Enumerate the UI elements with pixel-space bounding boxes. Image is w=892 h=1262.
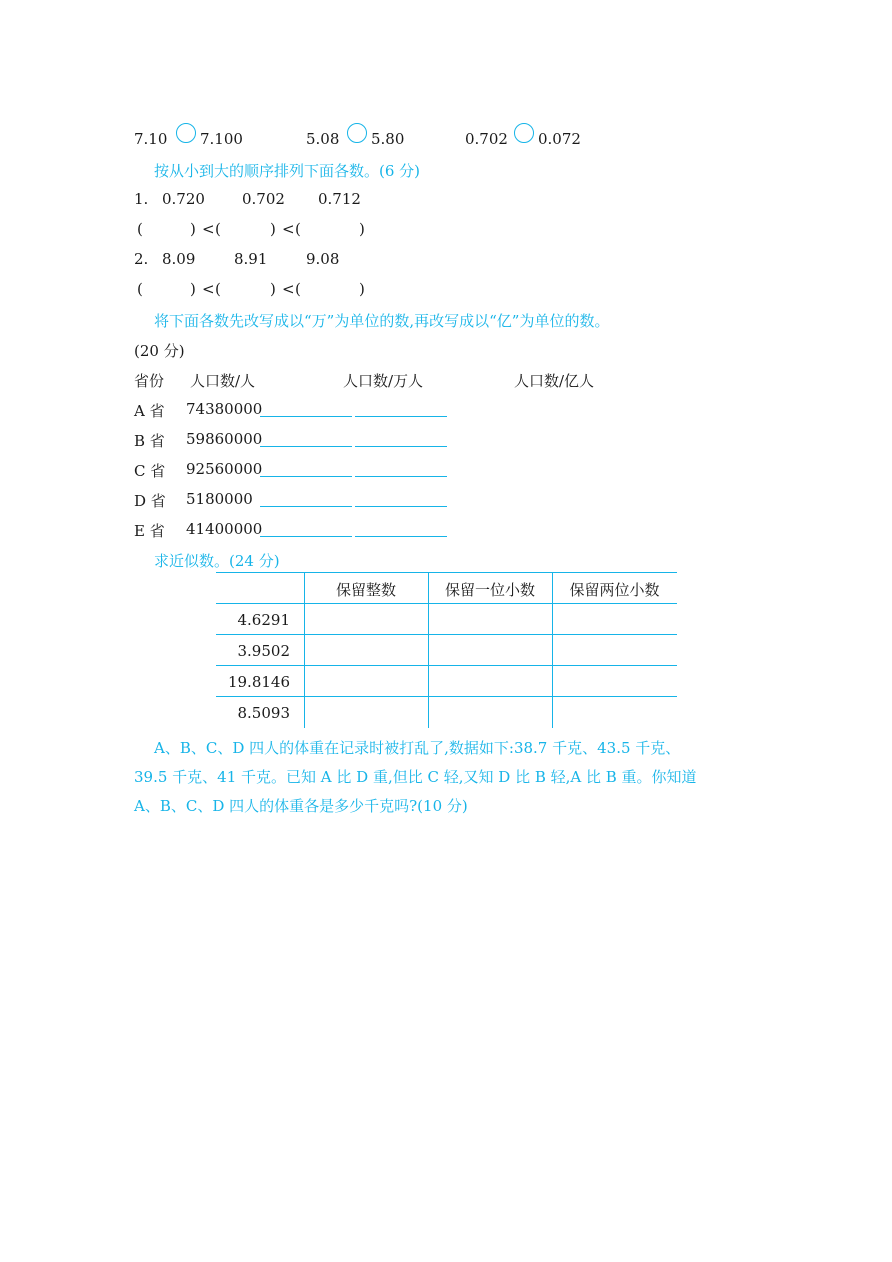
population-value: 59860000 <box>186 430 263 448</box>
approx-row-1: 4.6291 <box>237 611 290 629</box>
order-item-2-num-3: 9.08 <box>306 250 340 268</box>
answer-blank-yi[interactable] <box>355 476 447 477</box>
province-label: D 省 <box>134 492 166 510</box>
order-item-2-label: 2. <box>134 250 149 268</box>
approx-header-integer: 保留整数 <box>335 581 396 599</box>
section-weight-line-2: 39.5 千克、41 千克。已知 A 比 D 重,但比 C 轻,又知 D 比 B 轻,A 比 B 重。你知道 <box>134 768 697 786</box>
compare-2-right: 5.80 <box>371 130 405 148</box>
compare-1-left: 7.10 <box>134 130 168 148</box>
section-approx-title: 求近似数。(24 分) <box>154 552 280 570</box>
order-item-1-num-3: 0.712 <box>318 190 361 208</box>
section-weight-line-1: A、B、C、D 四人的体重在记录时被打乱了,数据如下:38.7 千克、43.5 千克、 <box>154 739 681 757</box>
approx-row-3: 19.8146 <box>227 673 290 691</box>
compare-1-right: 7.100 <box>200 130 243 148</box>
approx-table <box>216 572 677 728</box>
population-value: 74380000 <box>186 400 263 418</box>
order-item-2-num-1: 8.09 <box>162 250 196 268</box>
approx-header-one-decimal: 保留一位小数 <box>444 581 535 599</box>
province-label: E 省 <box>134 522 165 540</box>
province-label: A 省 <box>134 402 165 420</box>
section-weight-line-3: A、B、C、D 四人的体重各是多少千克吗?(10 分) <box>134 797 468 815</box>
order-item-1-label: 1. <box>134 190 149 208</box>
compare-3-right: 0.072 <box>538 130 581 148</box>
header-province: 省份 <box>134 372 165 390</box>
section-order-title: 按从小到大的顺序排列下面各数。(6 分) <box>154 162 421 180</box>
compare-2-circle[interactable] <box>347 123 367 143</box>
order-item-2-num-2: 8.91 <box>234 250 268 268</box>
answer-blank-wan[interactable] <box>260 536 352 537</box>
province-label: B 省 <box>134 432 165 450</box>
header-population-wan: 人口数/万人 <box>343 372 424 390</box>
section-rewrite-score: (20 分) <box>134 342 185 360</box>
compare-2-left: 5.08 <box>306 130 340 148</box>
population-value: 5180000 <box>186 490 253 508</box>
answer-blank-wan[interactable] <box>260 476 352 477</box>
approx-row-4: 8.5093 <box>237 704 290 722</box>
answer-blank-wan[interactable] <box>260 446 352 447</box>
approx-header-two-decimal: 保留两位小数 <box>569 581 660 599</box>
compare-3-circle[interactable] <box>514 123 534 143</box>
header-population: 人口数/人 <box>190 372 256 390</box>
population-value: 41400000 <box>186 520 263 538</box>
order-item-1-num-1: 0.720 <box>162 190 205 208</box>
answer-blank-yi[interactable] <box>355 536 447 537</box>
answer-blank-yi[interactable] <box>355 446 447 447</box>
compare-3-left: 0.702 <box>465 130 508 148</box>
compare-1-circle[interactable] <box>176 123 196 143</box>
section-rewrite-title: 将下面各数先改写成以“万”为单位的数,再改写成以“亿”为单位的数。 <box>154 312 610 330</box>
approx-row-2: 3.9502 <box>237 642 290 660</box>
answer-blank-wan[interactable] <box>260 506 352 507</box>
header-population-yi: 人口数/亿人 <box>514 372 595 390</box>
answer-blank-wan[interactable] <box>260 416 352 417</box>
population-value: 92560000 <box>186 460 263 478</box>
province-label: C 省 <box>134 462 166 480</box>
order-item-1-num-2: 0.702 <box>242 190 285 208</box>
answer-blank-yi[interactable] <box>355 506 447 507</box>
answer-blank-yi[interactable] <box>355 416 447 417</box>
